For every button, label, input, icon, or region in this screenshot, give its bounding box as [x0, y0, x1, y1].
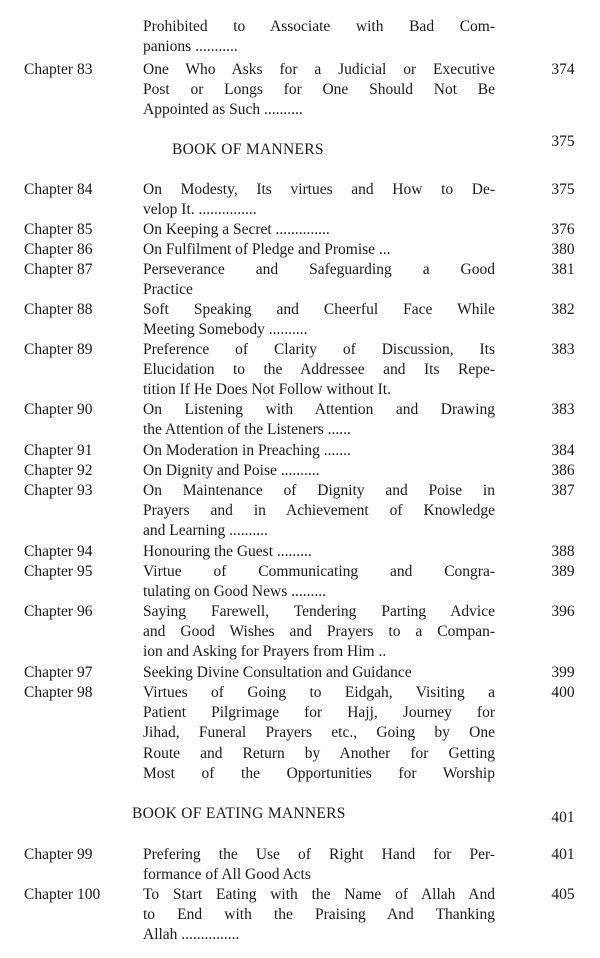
toc-entry-title	[143, 340, 495, 401]
toc-title-line: To Start Eating with the Name of Allah And	[143, 886, 495, 903]
toc-entry-title	[143, 663, 495, 683]
chapter-label: Chapter 95	[24, 563, 93, 580]
toc-title-line: tulating on Good News .........	[143, 583, 326, 601]
page-number: 399	[551, 664, 575, 681]
toc-title-line: Soft Speaking and Cheerful Face While	[143, 301, 495, 318]
chapter-label: Chapter 93	[24, 482, 93, 499]
book-heading: BOOK OF MANNERS	[172, 141, 324, 158]
toc-entry-title	[143, 260, 495, 300]
toc-title-line: On Dignity and Poise ..........	[143, 462, 320, 479]
chapter-label: Chapter 99	[24, 846, 93, 863]
toc-entry-title	[143, 885, 495, 946]
toc-entry-title	[143, 60, 495, 121]
chapter-label: Chapter 89	[24, 341, 93, 358]
chapter-label: Chapter 88	[24, 301, 93, 318]
toc-title-line: Most of the Opportunities for Worship	[143, 764, 495, 782]
toc-entry-title	[143, 542, 495, 562]
page-number: 400	[551, 684, 575, 701]
toc-title-line: Meeting Somebody ..........	[143, 321, 308, 339]
page-number: 374	[551, 61, 575, 78]
page-number: 386	[551, 462, 575, 479]
toc-title-line: Allah ...............	[143, 926, 240, 944]
toc-title-line: On Listening with Attention and Drawing	[143, 401, 495, 418]
toc-entry-title	[143, 481, 495, 542]
page-number: 389	[551, 563, 575, 580]
chapter-label: Chapter 97	[24, 664, 93, 681]
toc-entry-title	[143, 400, 495, 440]
chapter-label: Chapter 94	[24, 543, 93, 560]
toc-title-line: tition If He Does Not Follow without It.	[143, 381, 391, 399]
toc-title-line: On Modesty, Its virtues and How to De-	[143, 181, 495, 198]
book-heading: BOOK OF EATING MANNERS	[132, 805, 346, 822]
toc-title-line: On Moderation in Preaching .......	[143, 442, 351, 459]
page-number: 396	[551, 603, 575, 620]
toc-title-line: to End with the Praising And Thanking	[143, 906, 495, 924]
toc-title-line: Virtue of Communicating and Congra-	[143, 563, 495, 580]
chapter-label: Chapter 96	[24, 603, 93, 620]
toc-title-line: ion and Asking for Prayers from Him ..	[143, 643, 387, 661]
chapter-label: Chapter 98	[24, 684, 93, 701]
page-number: 375	[551, 133, 575, 150]
chapter-label: Chapter 85	[24, 221, 93, 238]
toc-title-line: Virtues of Going to Eidgah, Visiting a	[143, 684, 495, 701]
page-number: 383	[551, 401, 575, 418]
toc-title-line: On Maintenance of Dignity and Poise in	[143, 482, 495, 499]
toc-entry-title	[143, 461, 495, 481]
toc-entry-title	[143, 602, 495, 663]
toc-title-line: and Learning ..........	[143, 522, 268, 540]
page-number: 401	[551, 846, 575, 863]
toc-title-line: panions ...........	[143, 38, 238, 56]
toc-title-line: velop It. ...............	[143, 201, 257, 219]
toc-entry-title	[143, 562, 495, 602]
toc-entry-title	[143, 683, 495, 784]
toc-entry-title	[143, 220, 495, 240]
toc-title-line: Patient Pilgrimage for Hajj, Journey for	[143, 704, 495, 722]
toc-title-line: and Good Wishes and Prayers to a Compan-	[143, 623, 495, 641]
toc-title-line: Prohibited to Associate with Bad Com-	[143, 18, 495, 35]
page-number: 380	[551, 241, 575, 258]
toc-title-line: Jihad, Funeral Prayers etc., Going by One	[143, 724, 495, 742]
toc-title-line: Prayers and in Achievement of Knowledge	[143, 502, 495, 520]
chapter-label: Chapter 92	[24, 462, 93, 479]
page-number: 405	[551, 886, 575, 903]
chapter-label: Chapter 91	[24, 442, 93, 459]
toc-title-line: Honouring the Guest .........	[143, 543, 312, 560]
page-number: 382	[551, 301, 575, 318]
toc-title-line: Route and Return by Another for Getting	[143, 744, 495, 762]
toc-title-line: Post or Longs for One Should Not Be	[143, 81, 495, 99]
page-number: 376	[551, 221, 575, 238]
toc-title-line: Appointed as Such ..........	[143, 101, 303, 119]
toc-entry-title	[143, 240, 495, 260]
toc-title-line: the Attention of the Listeners ......	[143, 421, 351, 439]
chapter-label: Chapter 100	[24, 886, 101, 903]
page-number: 384	[551, 442, 575, 459]
toc-entry-title	[143, 17, 495, 57]
toc-title-line: Practice	[143, 281, 193, 299]
toc-entry-title	[143, 845, 495, 885]
toc-title-line: Prefering the Use of Right Hand for Per-	[143, 846, 495, 863]
toc-entry-title	[143, 441, 495, 461]
chapter-label: Chapter 86	[24, 241, 93, 258]
toc-title-line: Seeking Divine Consultation and Guidance	[143, 664, 412, 681]
chapter-label: Chapter 90	[24, 401, 93, 418]
page-number: 381	[551, 261, 575, 278]
toc-entry-title	[143, 180, 495, 220]
page-number: 383	[551, 341, 575, 358]
toc-title-line: On Keeping a Secret ..............	[143, 221, 330, 238]
toc-title-line: On Fulfilment of Pledge and Promise ...	[143, 241, 391, 258]
page-number: 388	[551, 543, 575, 560]
page-number: 375	[551, 181, 575, 198]
chapter-label: Chapter 87	[24, 261, 93, 278]
toc-title-line: Elucidation to the Addressee and Its Repe-	[143, 361, 495, 379]
toc-title-line: Perseverance and Safeguarding a Good	[143, 261, 495, 278]
toc-title-line: formance of All Good Acts	[143, 866, 311, 884]
page-number: 387	[551, 482, 575, 499]
toc-title-line: One Who Asks for a Judicial or Executive	[143, 61, 495, 78]
toc-title-line: Preference of Clarity of Discussion, Its	[143, 341, 495, 358]
toc-title-line: Saying Farewell, Tendering Parting Advice	[143, 603, 495, 620]
chapter-label: Chapter 84	[24, 181, 93, 198]
chapter-label: Chapter 83	[24, 61, 93, 78]
page-number: 401	[551, 809, 575, 826]
toc-entry-title	[143, 300, 495, 340]
